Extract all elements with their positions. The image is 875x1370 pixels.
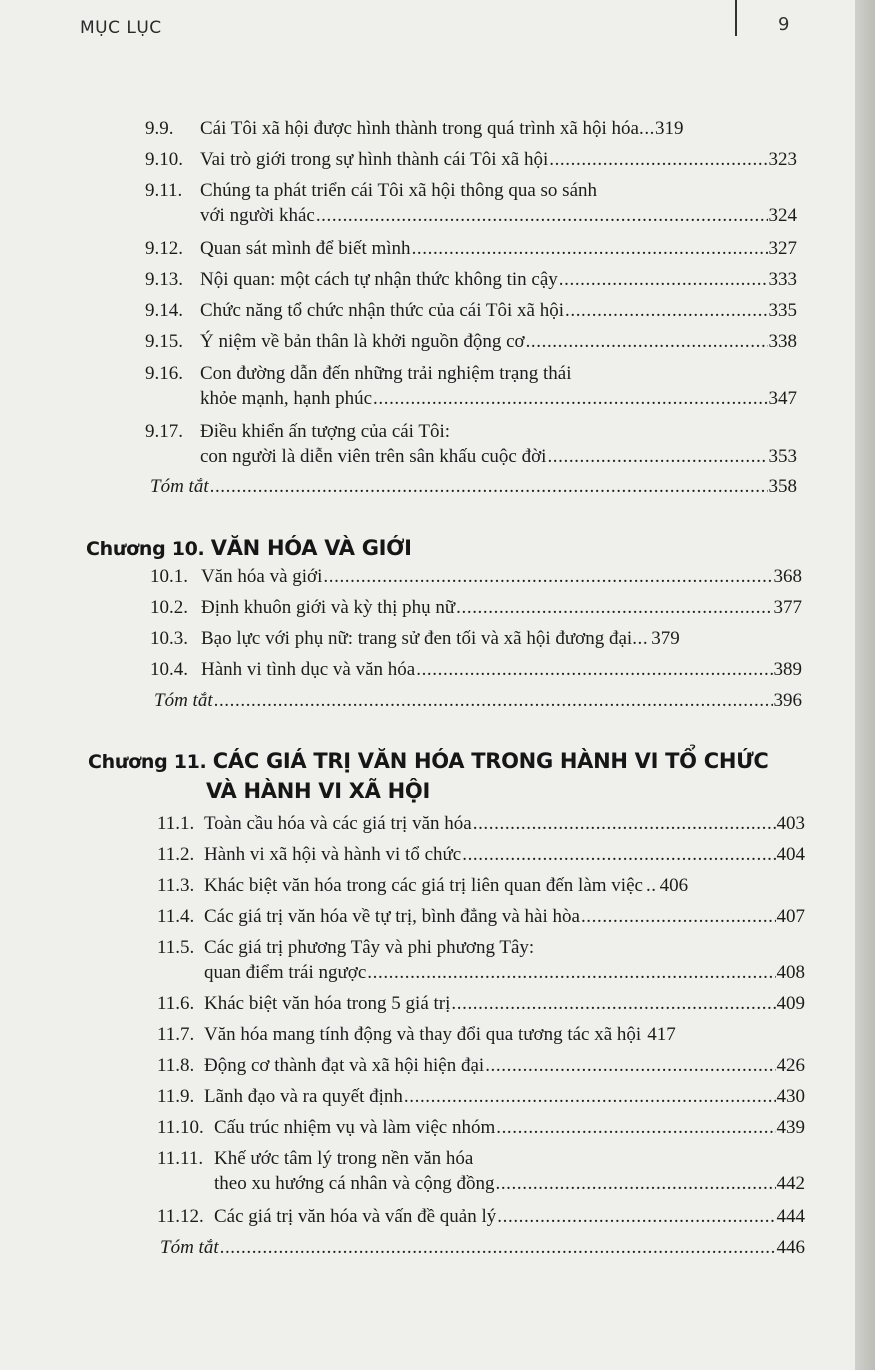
header-rule <box>735 0 737 36</box>
toc-entry-9-10[interactable]: 9.10. Vai trò giới trong sự hình thành cái Tôi xã hội ..... 323 <box>145 149 797 171</box>
toc-entry-11-1[interactable]: 11.1. Toàn cầu hóa và các giá trị văn hóa ..... 403 <box>157 813 805 835</box>
chapter-11-heading[interactable]: Chương 11. CÁC GIÁ TRỊ VĂN HÓA TRONG HÀNH VI TỔ CHỨC <box>88 749 769 773</box>
toc-entry-10-2[interactable]: 10.2. Định khuôn giới và kỳ thị phụ nữ ..... 377 <box>150 597 802 619</box>
toc-entry-9-17[interactable]: 9.17. Điều khiển ấn tượng của cái Tôi: <box>145 421 451 442</box>
toc-entry-11-12[interactable]: 11.12. Các giá trị văn hóa và vấn đề quản lý ..... 444 <box>157 1206 805 1228</box>
toc-entry-11-4[interactable]: 11.4. Các giá trị văn hóa về tự trị, bình đẳng và hài hòa ..... 407 <box>157 906 805 928</box>
toc-entry-11-2[interactable]: 11.2. Hành vi xã hội và hành vi tổ chức ..... 404 <box>157 844 805 866</box>
toc-entry-summary-11[interactable]: Tóm tắt ..... 446 <box>160 1237 805 1259</box>
dot-leader <box>416 659 772 681</box>
toc-entry-summary-10[interactable]: Tóm tắt ..... 396 <box>154 690 802 712</box>
dot-leader <box>367 962 775 984</box>
toc-entry-10-1[interactable]: 10.1. Văn hóa và giới ..... 368 <box>150 566 802 588</box>
dot-leader <box>412 238 768 260</box>
toc-entry-11-9[interactable]: 11.9. Lãnh đạo và ra quyết định ..... 430 <box>157 1086 805 1108</box>
toc-entry-11-3[interactable]: 11.3. Khác biệt văn hóa trong các giá trị liên quan đến làm việc .. 406 <box>157 875 689 896</box>
toc-entry-9-11-cont[interactable]: với người khác ..... 324 <box>200 205 797 227</box>
dot-leader <box>549 149 767 171</box>
dot-leader <box>451 993 775 1015</box>
toc-entry-9-14[interactable]: 9.14. Chức năng tổ chức nhận thức của cái Tôi xã hội ..... 335 <box>145 300 797 322</box>
dot-leader <box>214 690 773 712</box>
dot-leader <box>495 1173 775 1195</box>
dot-leader <box>220 1237 776 1259</box>
toc-entry-10-3[interactable]: 10.3. Bạo lực với phụ nữ: trang sử đen tối và xã hội đương đại ... 379 <box>150 628 680 649</box>
toc-entry-11-6[interactable]: 11.6. Khác biệt văn hóa trong 5 giá trị ..... 409 <box>157 993 805 1015</box>
toc-entry-9-15[interactable]: 9.15. Ý niệm về bản thân là khởi nguồn động cơ ..... 338 <box>145 331 797 353</box>
toc-entry-9-16-cont[interactable]: khỏe mạnh, hạnh phúc ..... 347 <box>200 388 797 410</box>
page-edge <box>855 0 875 1370</box>
toc-entry-11-8[interactable]: 11.8. Động cơ thành đạt và xã hội hiện đại ..... 426 <box>157 1055 805 1077</box>
dot-leader <box>497 1206 775 1228</box>
dot-leader <box>581 906 776 928</box>
dot-leader <box>323 566 772 588</box>
dot-leader <box>210 476 768 498</box>
dot-leader <box>473 813 776 835</box>
toc-entry-summary-9[interactable]: Tóm tắt ..... 358 <box>150 476 797 498</box>
toc-entry-9-12[interactable]: 9.12. Quan sát mình để biết mình ..... 327 <box>145 238 797 260</box>
chapter-10-heading[interactable]: Chương 10. VĂN HÓA VÀ GIỚI <box>86 536 412 560</box>
toc-entry-11-5-cont[interactable]: quan điểm trái ngược ..... 408 <box>204 962 805 984</box>
dot-leader <box>547 446 767 468</box>
dot-leader <box>373 388 767 410</box>
dot-leader <box>485 1055 775 1077</box>
dot-leader <box>404 1086 776 1108</box>
page-number: 9 <box>778 14 790 35</box>
dot-leader <box>456 597 772 619</box>
toc-entry-11-10[interactable]: 11.10. Cấu trúc nhiệm vụ và làm việc nhóm ..... 439 <box>157 1117 805 1139</box>
dot-leader <box>496 1117 775 1139</box>
dot-leader <box>565 300 768 322</box>
toc-entry-11-7[interactable]: 11.7. Văn hóa mang tính động và thay đổi qua tương tác xã hội 417 <box>157 1024 676 1045</box>
toc-entry-10-4[interactable]: 10.4. Hành vi tình dục và văn hóa ..... 389 <box>150 659 802 681</box>
dot-leader <box>559 269 768 291</box>
toc-entry-9-9[interactable]: 9.9. Cái Tôi xã hội được hình thành trong quá trình xã hội hóa ... 319 <box>145 118 684 139</box>
dot-leader <box>316 205 768 227</box>
toc-entry-9-13[interactable]: 9.13. Nội quan: một cách tự nhận thức không tin cậy ..... 333 <box>145 269 797 291</box>
toc-entry-11-11-cont[interactable]: theo xu hướng cá nhân và cộng đồng ..... 442 <box>214 1173 805 1195</box>
dot-leader <box>526 331 768 353</box>
toc-entry-9-17-cont[interactable]: con người là diễn viên trên sân khấu cuộc đời ..... 353 <box>200 446 797 468</box>
dot-leader <box>462 844 775 866</box>
toc-entry-11-5[interactable]: 11.5. Các giá trị phương Tây và phi phương Tây: <box>157 937 535 958</box>
toc-entry-9-16[interactable]: 9.16. Con đường dẫn đến những trải nghiệm trạng thái <box>145 363 572 384</box>
toc-entry-11-11[interactable]: 11.11. Khế ước tâm lý trong nền văn hóa <box>157 1148 474 1169</box>
running-header: MỤC LỤC <box>80 18 162 38</box>
toc-entry-9-11[interactable]: 9.11. Chúng ta phát triển cái Tôi xã hội thông qua so sánh <box>145 180 597 201</box>
chapter-11-heading-cont: VÀ HÀNH VI XÃ HỘI <box>206 779 430 803</box>
